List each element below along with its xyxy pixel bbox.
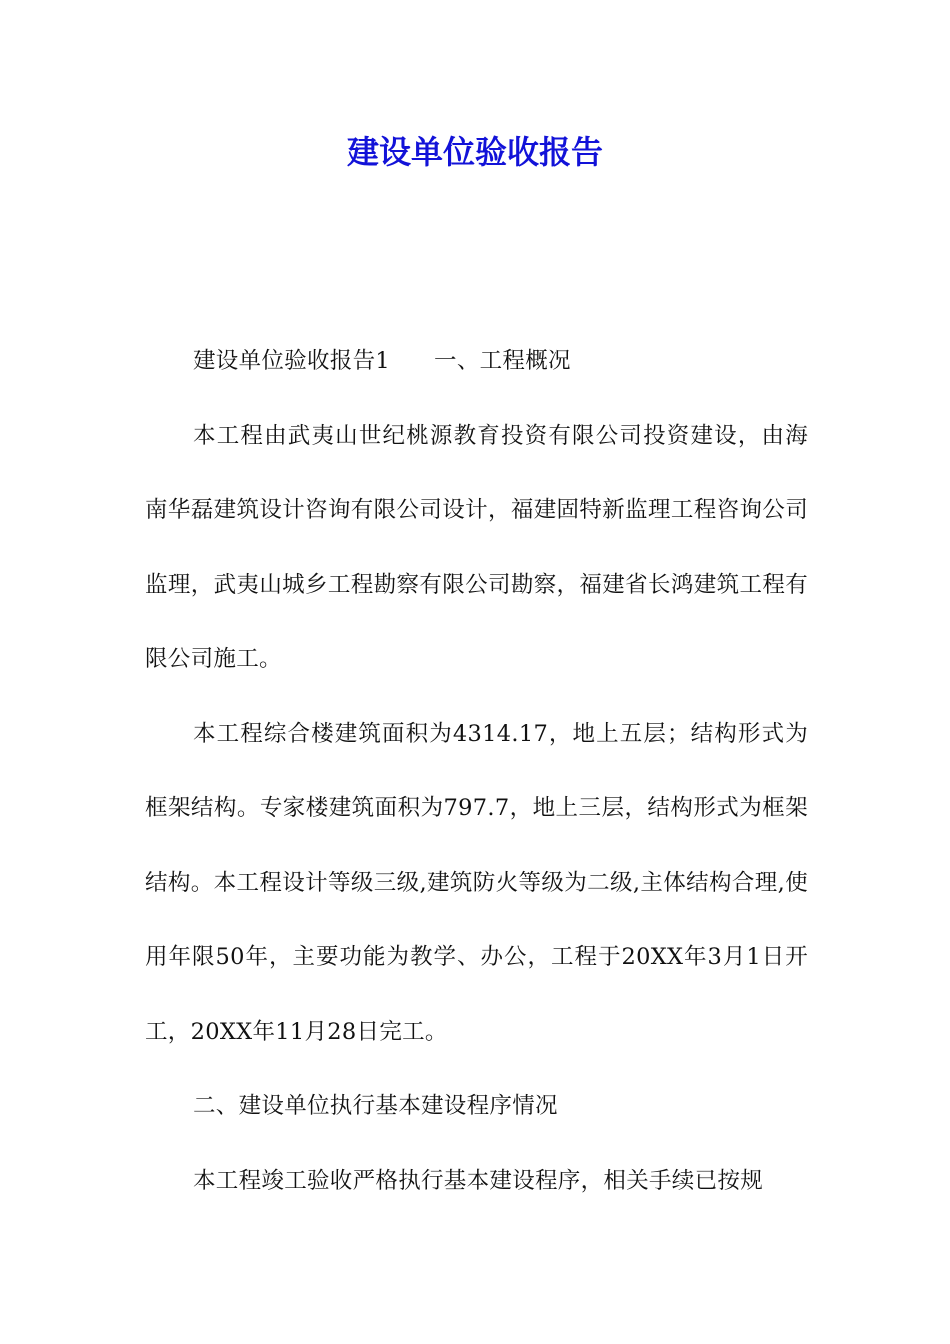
paragraph-3: 本工程综合楼建筑面积为4314.17，地上五层；结构形式为框架结构。专家楼建筑面积为797.7，地上三层，结构形式为框架结构。本工程设计等级三级,建筑防火等级为二级,主体结构合理,使用年限50年，主要功能为教学、办公，工程于20XX年3月1日开工，20XX年11月28日完工。 <box>145 720 808 1045</box>
paragraph-2: 本工程由武夷山世纪桃源教育投资有限公司投资建设，由海南华磊建筑设计咨询有限公司设计，福建固特新监理工程咨询公司监理，武夷山城乡工程勘察有限公司勘察，福建省长鸿建筑工程有限公司施工。 <box>145 422 808 672</box>
section-heading-overview: 一、工程概况 <box>434 348 571 374</box>
paragraph-5: 本工程竣工验收严格执行基本建设程序，相关手续已按规 <box>193 1167 764 1194</box>
report-number-heading: 建设单位验收报告1 <box>193 348 391 374</box>
document-body <box>145 324 808 1218</box>
document-title: 建设单位验收报告 <box>346 133 603 171</box>
section-heading-procedure: 二、建设单位执行基本建设程序情况 <box>193 1093 558 1119</box>
paragraph-1 <box>145 324 808 399</box>
